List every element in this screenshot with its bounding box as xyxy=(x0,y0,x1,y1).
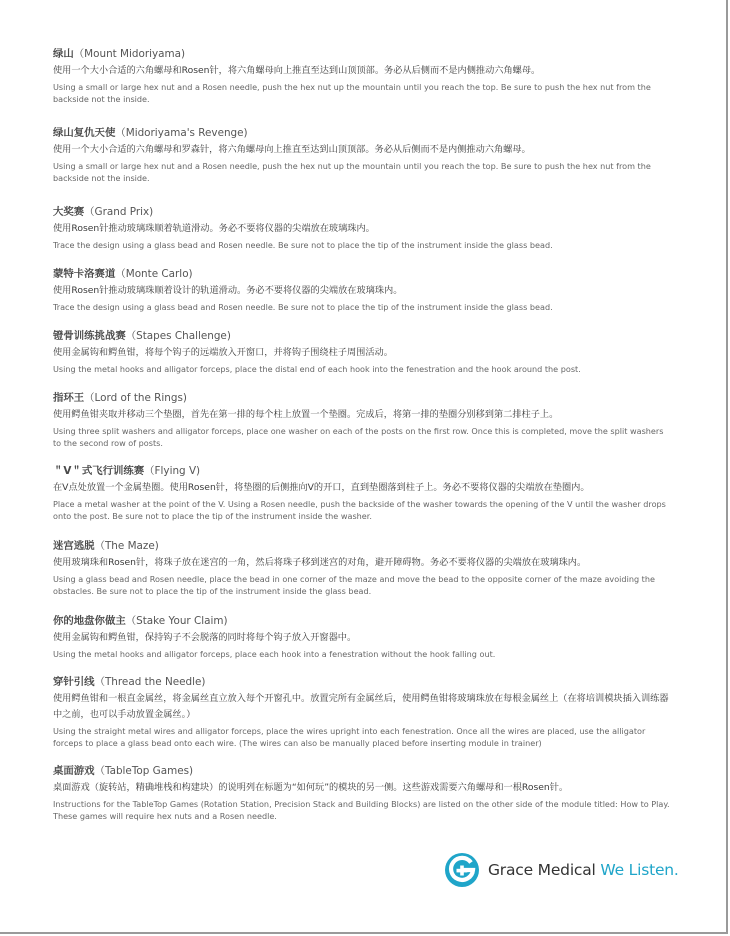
body-zh: 使用Rosen针推动玻璃珠顺着设计的轨道滑动。务必不要将仪器的尖端放在玻璃珠内。 xyxy=(53,285,403,296)
title-zh: 你的地盘你做主 xyxy=(53,615,126,627)
section-title xyxy=(53,613,673,629)
body-zh: 使用金属钩和鳄鱼钳，将每个钩子的远端放入开窗口，并将钩子围绕柱子周围活动。 xyxy=(53,347,393,358)
section-title xyxy=(53,46,673,62)
grace-medical-logo-icon xyxy=(444,852,480,888)
title-en: （Midoriyama's Revenge) xyxy=(115,127,248,139)
body-zh: 使用一个大小合适的六角螺母和Rosen针，将六角螺母向上推直至达到山顶顶部。务必从后侧而不是内侧推动六角螺母。 xyxy=(53,65,541,76)
body-zh: 桌面游戏（旋转站，精确堆栈和构建块）的说明列在标题为“如何玩”的模块的另一侧。这些游戏需要六角螺母和一根Rosen针。 xyxy=(53,782,569,793)
body-en: Using a small or large hex nut and a Rosen needle, push the hex nut up the mountain until you reach the top. Be sure to push the hex nut from the backside not the inside. xyxy=(53,161,651,183)
title-en: （Monte Carlo) xyxy=(115,268,193,280)
section-midoriyamas-revenge xyxy=(53,125,673,184)
title-en: （Mount Midoriyama) xyxy=(73,48,186,60)
body-en: Using three split washers and alligator forceps, place one washer on each of the posts on the first row. Once this is completed, move the split washers to the second row of posts. xyxy=(53,426,664,448)
section-stapes-challenge xyxy=(53,328,673,375)
title-en: （Thread the Needle) xyxy=(94,676,206,688)
title-zh: 大奖赛 xyxy=(53,206,85,218)
title-zh: 迷宫逃脱 xyxy=(53,540,95,552)
title-en: （Stapes Challenge) xyxy=(125,330,231,342)
body-en: Using a glass bead and Rosen needle, place the bead in one corner of the maze and move the bead to the opposite corner of the maze avoiding the obstacles. Be sure not to place the tip of the instrument inside the glass bead. xyxy=(53,574,655,596)
title-zh: 桌面游戏 xyxy=(53,765,95,777)
logo-tagline: We Listen. xyxy=(600,861,679,879)
section-thread-the-needle xyxy=(53,674,673,749)
title-zh: 绿山 xyxy=(53,48,74,60)
section-mount-midoriyama xyxy=(53,46,673,105)
body-en: Trace the design using a glass bead and Rosen needle. Be sure not to place the tip of the instrument inside the glass bead. xyxy=(53,240,553,250)
body-en: Using a small or large hex nut and a Rosen needle, push the hex nut up the mountain until you reach the top. Be sure to push the hex nut from the backside not the inside. xyxy=(53,82,651,104)
section-stake-your-claim xyxy=(53,613,673,660)
title-zh: 指环王 xyxy=(53,392,85,404)
section-title xyxy=(53,674,673,690)
section-lord-of-the-rings xyxy=(53,390,673,449)
section-title xyxy=(53,390,673,406)
title-zh: 镫骨训练挑战赛 xyxy=(53,330,126,342)
title-en: （TableTop Games) xyxy=(94,765,194,777)
title-en: （The Maze) xyxy=(94,540,159,552)
body-en: Place a metal washer at the point of the V. Using a Rosen needle, push the backside of the washer towards the opening of the V until the washer drops onto the post. Be sure not to place the tip of the instrument inside the washer. xyxy=(53,499,666,521)
section-title xyxy=(53,463,673,479)
section-title xyxy=(53,266,673,282)
title-zh: 绿山复仇天使 xyxy=(53,127,116,139)
section-title xyxy=(53,204,673,220)
section-grand-prix xyxy=(53,204,673,251)
title-zh: 穿针引线 xyxy=(53,676,95,688)
section-monte-carlo xyxy=(53,266,673,313)
logo-wordmark xyxy=(488,861,679,879)
body-en: Using the straight metal wires and alligator forceps, place the wires upright into each fenestration. Once all the wires are placed, use the alligator forceps to place a glass bead onto each wire. (The wires can also be manually placed before inserting module in trainer) xyxy=(53,726,646,748)
body-zh: 使用玻璃珠和Rosen针，将珠子放在迷宫的一角，然后将珠子移到迷宫的对角，避开障碍物。务必不要将仪器的尖端放在玻璃珠内。 xyxy=(53,557,587,568)
body-zh: 使用鳄鱼钳夹取并移动三个垫圈，首先在第一排的每个柱上放置一个垫圈。完成后，将第一排的垫圈分别移到第二排柱子上。 xyxy=(53,409,559,420)
title-en: （Flying V) xyxy=(144,465,201,477)
body-zh: 使用Rosen针推动玻璃珠顺着轨道滑动。务必不要将仪器的尖端放在玻璃珠内。 xyxy=(53,223,375,234)
title-en: （Stake Your Claim) xyxy=(125,615,228,627)
title-en: （Grand Prix) xyxy=(84,206,154,218)
grace-medical-logo xyxy=(444,852,684,888)
body-zh: 使用鳄鱼钳和一根直金属丝，将金属丝直立放入每个开窗孔中。放置完所有金属丝后，使用鳄鱼钳将玻璃珠放在每根金属丝上（在将培训模块插入训练器中之前，也可以手动放置金属丝。） xyxy=(53,693,669,720)
section-title xyxy=(53,763,673,779)
body-en: Using the metal hooks and alligator forceps, place the distal end of each hook into the fenestration and the hook around the post. xyxy=(53,364,581,374)
body-en: Trace the design using a glass bead and Rosen needle. Be sure not to place the tip of the instrument inside the glass bead. xyxy=(53,302,553,312)
body-zh: 使用金属钩和鳄鱼钳，保持钩子不会脱落的同时将每个钩子放入开窗器中。 xyxy=(53,632,357,643)
section-the-maze xyxy=(53,538,673,597)
section-title xyxy=(53,125,673,141)
body-en: Instructions for the TableTop Games (Rotation Station, Precision Stack and Building Blocks) are listed on the other side of the module titled: How to Play. These games will require hex nuts and a Rosen needle. xyxy=(53,799,670,821)
body-zh: 使用一个大小合适的六角螺母和罗森针，将六角螺母向上推直至达到山顶顶部。务必从后侧而不是内侧推动六角螺母。 xyxy=(53,144,531,155)
section-title xyxy=(53,328,673,344)
title-zh: 蒙特卡洛赛道 xyxy=(53,268,116,280)
section-flying-v xyxy=(53,463,673,522)
body-en: Using the metal hooks and alligator forceps, place each hook into a fenestration without the hook falling out. xyxy=(53,649,496,659)
logo-brand: Grace Medical xyxy=(488,861,596,879)
section-tabletop-games xyxy=(53,763,673,822)
title-en: （Lord of the Rings) xyxy=(84,392,187,404)
body-zh: 在V点处放置一个金属垫圈。使用Rosen针，将垫圈的后侧推向V的开口，直到垫圈落到柱子上。务必不要将仪器的尖端放在垫圈内。 xyxy=(53,482,590,493)
title-zh: ＂V＂式飞行训练赛 xyxy=(53,465,145,477)
section-title xyxy=(53,538,673,554)
